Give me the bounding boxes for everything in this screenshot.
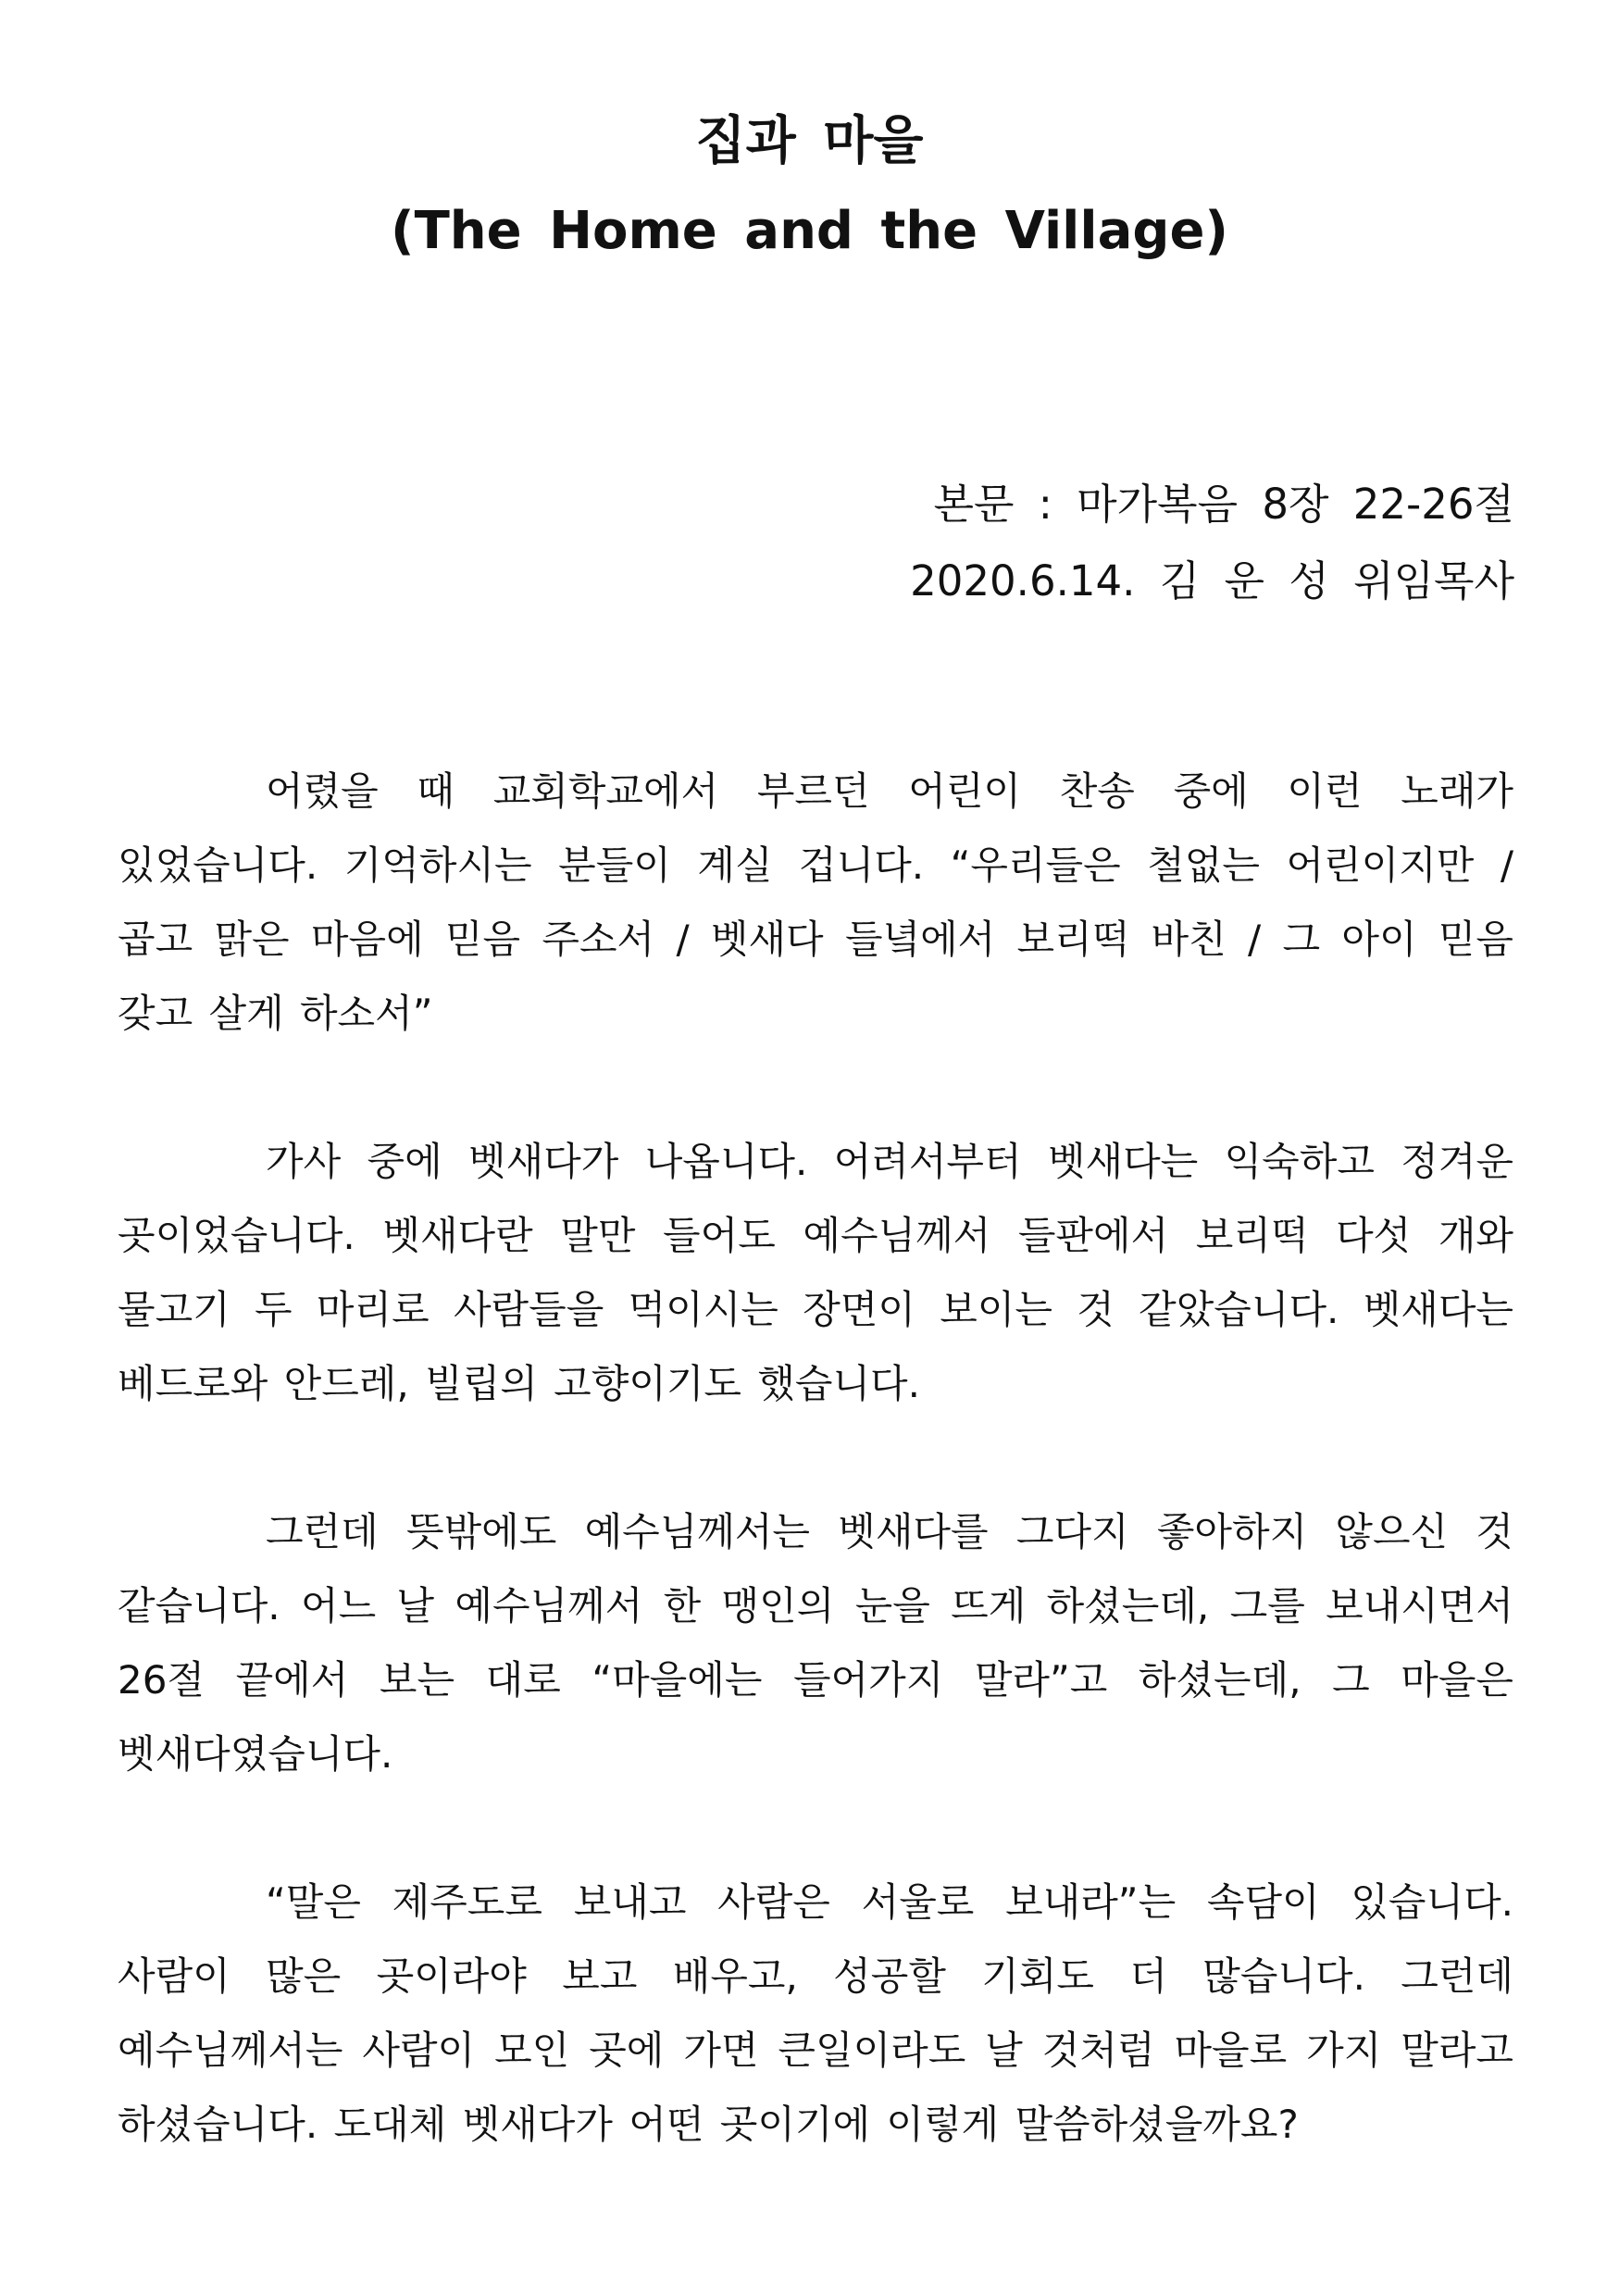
paragraph-1: 어렸을 때 교회학교에서 부르던 어린이 찬송 중에 이런 노래가 있었습니다. 기억하시는 분들이 계실 겁니다. “우리들은 철없는 어린이지만 / 곱고 맑은 마음에 믿음 주소서 / 벳새다 들녘에서 보리떡 바친 / 그 아이 믿음 갖고 살게 하소서”	[118, 768, 1513, 1036]
paragraph-3: 그런데 뜻밖에도 예수님께서는 벳새다를 그다지 좋아하지 않으신 것 같습니다. 어느 날 예수님께서 한 맹인의 눈을 뜨게 하셨는데, 그를 보내시면서 26절 끝에서 보는 대로 “마을에는 들어가지 말라”고 하셨는데, 그 마을은 벳새다였습니다.	[118, 1509, 1513, 1777]
paragraph-4: “말은 제주도로 보내고 사람은 서울로 보내라”는 속담이 있습니다. 사람이 많은 곳이라야 보고 배우고, 성공할 기회도 더 많습니다. 그런데 예수님께서는 사람이 모인 곳에 가면 큰일이라도 날 것처럼 마을로 가지 말라고 하셨습니다. 도대체 벳새다가 어떤 곳이기에 이렇게 말씀하셨을까요?	[118, 1879, 1513, 2147]
page-subtitle: (The Home and the Village)	[390, 201, 1229, 261]
scripture-reference: 본문 : 마가복음 8장 22-26절	[933, 480, 1514, 529]
page-title: 집과 마을	[695, 111, 924, 171]
date-author-line: 2020.6.14. 김 운 성 위임목사	[910, 556, 1514, 605]
sermon-body	[118, 755, 1513, 2236]
paragraph-2: 가사 중에 벳새다가 나옵니다. 어려서부터 벳새다는 익숙하고 정겨운 곳이었습니다. 벳새다란 말만 들어도 예수님께서 들판에서 보리떡 다섯 개와 물고기 두 마리로 사람들을 먹이시는 장면이 보이는 것 같았습니다. 벳새다는 베드로와 안드레, 빌립의 고향이기도 했습니다.	[118, 1139, 1513, 1406]
